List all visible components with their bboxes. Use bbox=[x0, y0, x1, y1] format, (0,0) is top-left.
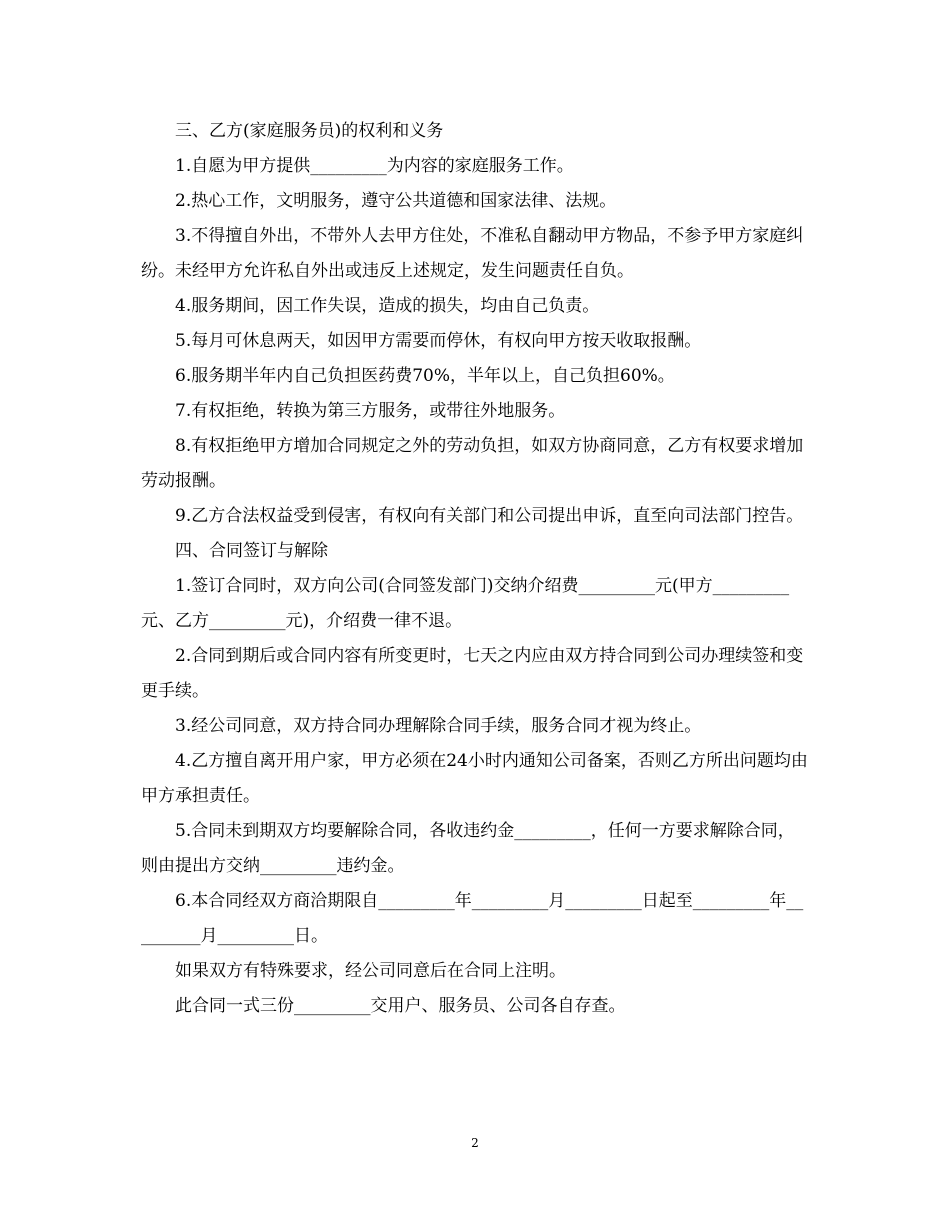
closing-paragraph: 此合同一式三份_________交用户、服务员、公司各自存查。 bbox=[175, 996, 626, 1016]
clause-paragraph: 3.经公司同意，双方持合同办理解除合同手续，服务合同才视为终止。 bbox=[175, 716, 702, 736]
clause-paragraph: 1.签订合同时，双方向公司(合同签发部门)交纳介绍费_________元(甲方_________元、乙方_________元)，介绍费一律不退。 bbox=[141, 576, 790, 631]
clause-paragraph: 3.不得擅自外出，不带外人去甲方住处，不准私自翻动甲方物品，不参予甲方家庭纠纷。未经甲方允许私自外出或违反上述规定，发生问题责任自负。 bbox=[141, 226, 804, 281]
clause-paragraph: 9.乙方合法权益受到侵害，有权向有关部门和公司提出申诉，直至向司法部门控告。 bbox=[175, 506, 804, 526]
clause-paragraph: 5.合同未到期双方均要解除合同，各收违约金_________，任何一方要求解除合同，则由提出方交纳_________违约金。 bbox=[141, 821, 795, 876]
clause-paragraph: 2.合同到期后或合同内容有所变更时，七天之内应由双方持合同到公司办理续签和变更手续。 bbox=[141, 646, 804, 701]
page-number: 2 bbox=[471, 1136, 479, 1150]
clause-paragraph: 1.自愿为甲方提供_________为内容的家庭服务工作。 bbox=[175, 156, 574, 176]
closing-paragraph: 如果双方有特殊要求，经公司同意后在合同上注明。 bbox=[175, 961, 566, 981]
clause-paragraph: 7.有权拒绝，转换为第三方服务，或带往外地服务。 bbox=[175, 401, 566, 421]
clause-paragraph: 4.服务期间，因工作失误，造成的损失，均由自己负责。 bbox=[175, 296, 600, 316]
clause-paragraph: 6.本合同经双方商洽期限自_________年_________月_________日起至_________年_________月_________日。 bbox=[141, 891, 804, 946]
clause-paragraph: 5.每月可休息两天，如因甲方需要而停休，有权向甲方按天收取报酬。 bbox=[175, 331, 702, 351]
section-heading-signing: 四、合同签订与解除 bbox=[175, 541, 328, 561]
clause-paragraph: 8.有权拒绝甲方增加合同规定之外的劳动负担，如双方协商同意，乙方有权要求增加劳动报酬。 bbox=[141, 436, 804, 491]
clause-paragraph: 2.热心工作，文明服务，遵守公共道德和国家法律、法规。 bbox=[175, 191, 617, 211]
clause-paragraph: 6.服务期半年内自己负担医药费70%，半年以上，自己负担60%。 bbox=[175, 366, 675, 386]
section-heading-rights: 三、乙方(家庭服务员)的权利和义务 bbox=[175, 121, 444, 141]
clause-paragraph: 4.乙方擅自离开用户家，甲方必须在24小时内通知公司备案，否则乙方所出问题均由甲方承担责任。 bbox=[141, 751, 808, 806]
document-body bbox=[141, 114, 809, 1024]
